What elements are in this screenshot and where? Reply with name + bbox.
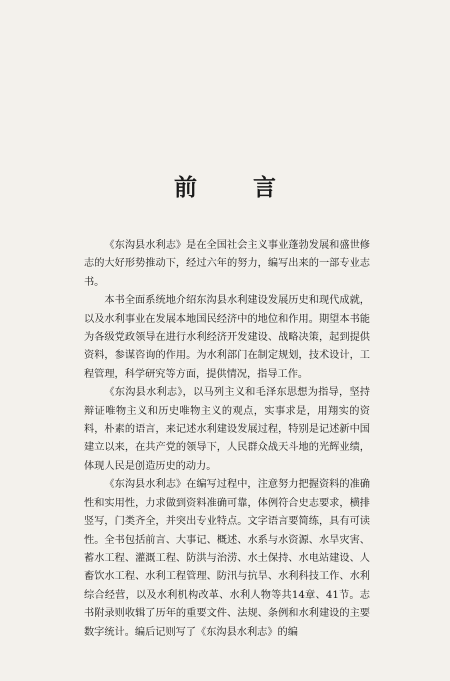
paragraph-compilation: 《东沟县水利志》在编写过程中，注意努力把握资料的准确性和实用性，力求做到资料准确可靠，体例符合史志要求，横排竖写，门类齐全，并突出专业特点。文字语言要简练，具有可读性。全书包括前言、大事记、概述、水系与水资源、水旱灾害、蓄水工程、灌溉工程、防洪与治涝、水土保持、水电站建设、人畜饮水工程、水利工程管理、防汛与抗旱、水利科技工作、水利综合经营，以及水利机构改革、水利人物等共14章、41节。志书附录则收辑了历年的重要文件、法规、条例和水利建设的主要数字统计。编后记则写了《东沟县水利志》的编 [84, 479, 370, 638]
paragraph-purpose: 本书全面系统地介绍东沟县水利建设发展历史和现代成就，以及水利事业在发展本地国民经济中的地位和作用。期望本书能为各级党政领导在进行水利经济开发建设、战略决策，起到提供资料，参谋咨询的作用。为水利部门在制定规划，技术设计，工程管理，科学研究等方面，提供情况，指导工作。 [84, 295, 370, 380]
paragraph-intro: 《东沟县水利志》是在全国社会主义事业蓬勃发展和盛世修志的大好形势推动下，经过六年的努力，编写出来的一部专业志书。 [84, 240, 370, 288]
page-title: 前 言 [173, 174, 300, 201]
body-text [84, 237, 370, 642]
paragraph-guidance: 《东沟县水利志》，以马列主义和毛泽东思想为指导，坚持辩证唯物主义和历史唯物主义的观点，实事求是，用翔实的资料，朴素的语言，来记述水利建设发展过程，特别是记述新中国建立以来，在共产党的领导下，人民群众战天斗地的光辉业绩，体现人民是创造历史的动力。 [84, 387, 370, 472]
